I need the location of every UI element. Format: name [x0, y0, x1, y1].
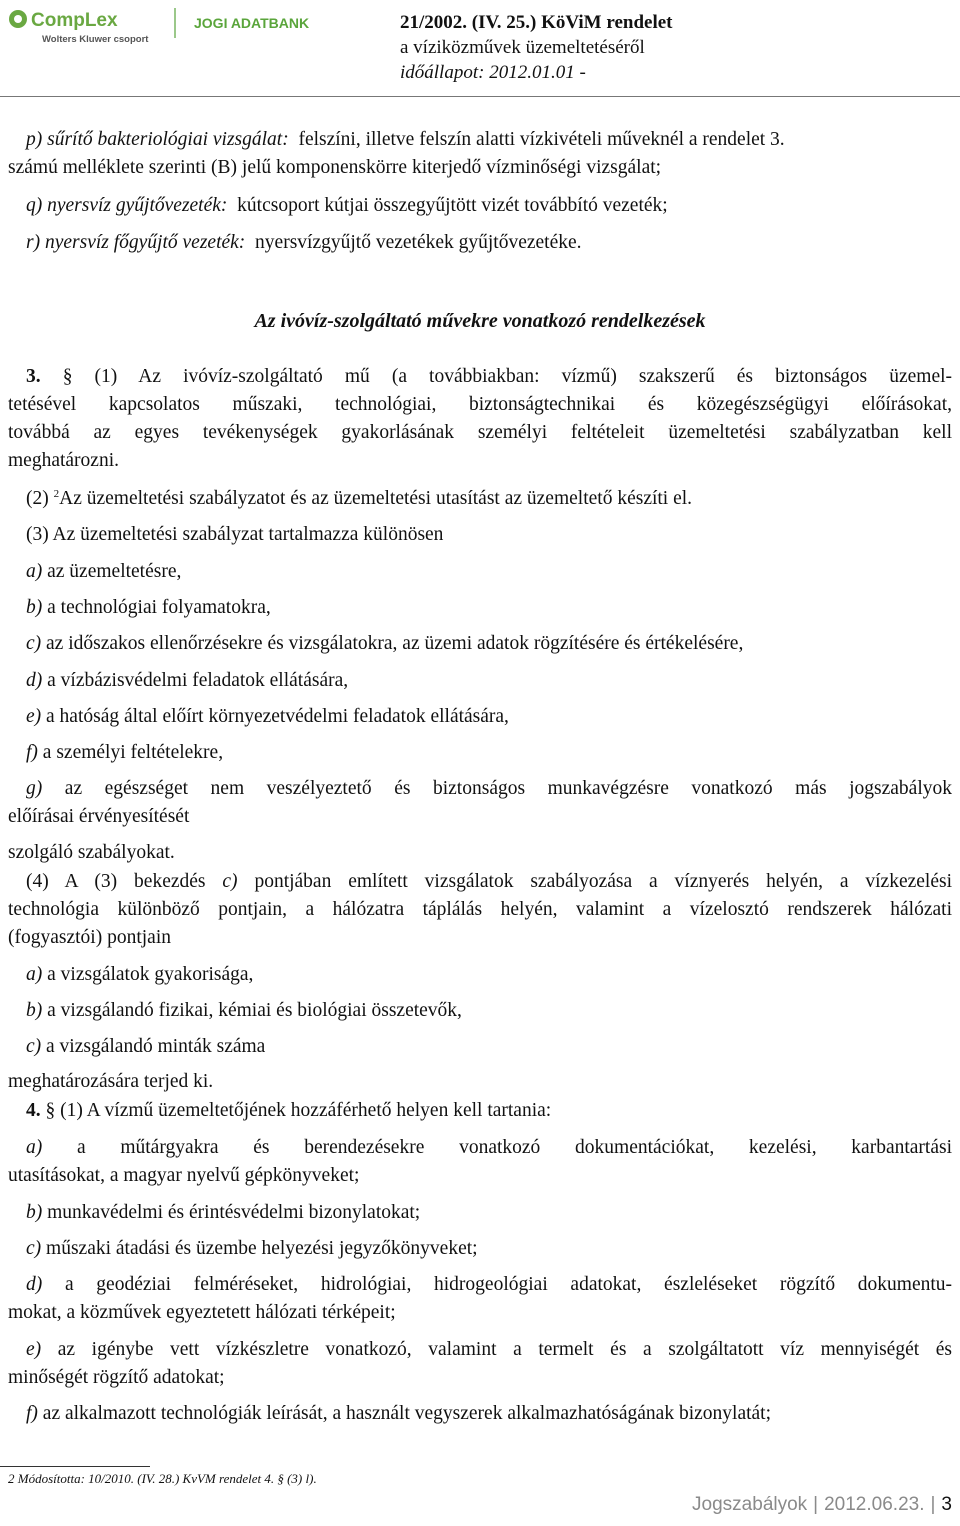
section-3-para-2: (2) $^2$Az üzemeltetési szabályzatot és az üzemeltetési utasítást az üzemeltető készíti el. — [26, 488, 693, 509]
definition-q — [26, 192, 952, 220]
list-item-3a: a) az üzemeltetésre, — [26, 561, 182, 582]
document-header — [400, 10, 920, 85]
definition-q-term: q) nyersvíz gyűjtővezeték: — [26, 195, 228, 216]
jogi-adatbank-logo — [172, 4, 332, 44]
list-item-s4d: d) a geodéziai felméréseket, hidrológiai, hidrogeológiai adatokat, észleléseket rögzítő dokumentu- — [26, 1274, 953, 1295]
list-item-4c: c) a vizsgálandó minták száma — [26, 1036, 266, 1057]
list-item-4b: b) a vizsgálandó fizikai, kémiai és biológiai összetevők, — [26, 1000, 462, 1021]
section-3-line-3: továbbá az egyes tevékenységek gyakorlásának személyi feltételeit üzemeltetési szabályzatban kell — [8, 422, 952, 443]
definition-p — [26, 126, 952, 154]
definition-r — [26, 229, 952, 257]
definition-q-text: kútcsoport kútjai összegyűjtött vizét továbbító vezeték; — [237, 195, 668, 216]
list-item-s4f: f) az alkalmazott technológiák leírását, a használt vegyszerek alkalmazhatóságának bizonylatát; — [26, 1403, 772, 1424]
footer-separator: | — [813, 1494, 819, 1515]
jogi-adatbank-logo-text: JOGI ADATBANK — [194, 15, 310, 31]
section-sign: § — [62, 366, 73, 387]
list-item-s4e-cont: minőségét rögzítő adatokat; — [8, 1367, 225, 1388]
section-3-para-3-end: szolgáló szabályokat. — [8, 842, 175, 863]
footnote-divider — [0, 1466, 150, 1467]
list-item-s4a: a) a műtárgyakra és berendezésekre vonatkozó dokumentációkat, kezelési, karbantartási — [26, 1137, 952, 1158]
list-item-s4d-cont: mokat, a közművek egyeztetett hálózati térképeit; — [8, 1302, 396, 1323]
jogi-adatbank-logo-icon — [172, 4, 332, 44]
section-4-para-1: 4. § (1) A vízmű üzemeltetőjének hozzáférhető helyen kell tartania: — [26, 1100, 552, 1121]
list-item-s4c: c) műszaki átadási és üzembe helyezési jegyzőkönyveket; — [26, 1238, 478, 1259]
section-3-para-4: (4) A (3) bekezdés c) pontjában említett vizsgálatok szabályozása a víznyerés helyén, a vízkezelési — [26, 871, 953, 892]
list-item-3d: d) a vízbázisvédelmi feladatok ellátására, — [26, 670, 349, 691]
document-state: időállapot: 2012.01.01 - — [400, 62, 586, 83]
list-item-s4b: b) munkavédelmi és érintésvédelmi bizonylatokat; — [26, 1202, 421, 1223]
definition-p-text: felszíni, illetve felszín alatti vízkivételi műveknél a rendelet 3. — [298, 129, 785, 150]
complex-logo-name: CompLex — [31, 10, 118, 31]
definition-r-text: nyersvízgyűjtő vezetékek gyűjtővezetéke. — [255, 232, 582, 253]
section-3-para-4-line-2: technológia különböző pontjain, a hálózatra táplálás helyén, valamint a vízelosztó rendszerek hálózati — [8, 899, 952, 920]
definition-p-cont: számú melléklete szerinti (B) jelű komponenskörre kiterjedő vízminőségi vizsgálat; — [8, 157, 662, 178]
header-divider — [0, 96, 960, 97]
list-item-3f: f) a személyi feltételekre, — [26, 742, 224, 763]
complex-logo — [6, 2, 166, 48]
document-title: 21/2002. (IV. 25.) KöViM rendelet — [400, 12, 673, 33]
list-item-s4e: e) az igénybe vett vízkészletre vonatkozó, valamint a termelt és a szolgáltatott víz mennyiségét és — [26, 1339, 953, 1360]
footer-date: 2012.06.23. — [824, 1494, 925, 1515]
document-subtitle: a víziközművek üzemeltetéséről — [400, 37, 645, 58]
list-item-3b: b) a technológiai folyamatokra, — [26, 597, 271, 618]
list-item-s4a-cont: utasításokat, a magyar nyelvű gépkönyveket; — [8, 1165, 360, 1186]
list-item-3c: c) az időszakos ellenőrzésekre és vizsgálatokra, az üzemi adatok rögzítésére és értékelésére, — [26, 633, 744, 654]
list-item-4a: a) a vizsgálatok gyakorisága, — [26, 964, 254, 985]
section-4-number: 4. — [26, 1100, 41, 1121]
section-heading: Az ivóvíz-szolgáltató művekre vonatkozó rendelkezések — [254, 310, 706, 332]
list-item-3e: e) a hatóság által előírt környezetvédelmi feladatok ellátására, — [26, 706, 509, 727]
definition-p-term: p) sűrítő bakteriológiai vizsgálat: — [26, 129, 289, 150]
section-3-line-4: meghatározni. — [8, 450, 119, 471]
section-3-line-2: tetésével kapcsolatos műszaki, technológiai, biztonságtechnikai és közegészségügyi előírásokat, — [8, 394, 952, 415]
section-3-line-1: 3. § (1) Az ivóvíz-szolgáltató mű (a továbbiakban: vízmű) szakszerű és biztonságos üzemel- — [26, 366, 953, 387]
footer-source: Jogszabályok — [692, 1494, 808, 1515]
footer-separator: | — [930, 1494, 936, 1515]
complex-logo-sub: Wolters Kluwer csoport — [42, 34, 149, 45]
section-3-para-4-line-3: (fogyasztói) pontjain — [8, 927, 171, 948]
complex-logo-icon — [6, 2, 166, 48]
definition-r-term: r) nyersvíz főgyűjtő vezeték: — [26, 232, 246, 253]
list-item-3g-cont: előírásai érvényesítését — [8, 806, 190, 827]
footnote-ref[interactable]: 2 — [53, 488, 60, 500]
page-number: 3 — [941, 1494, 952, 1515]
page-footer — [692, 1494, 952, 1516]
list-item-3g: g) az egészséget nem veszélyeztető és biztonságos munkavégzésre vonatkozó más jogszabályok — [26, 778, 953, 799]
section-3-para-3: (3) Az üzemeltetési szabályzat tartalmazza különösen — [26, 524, 444, 545]
section-3-para-4-end: meghatározására terjed ki. — [8, 1071, 214, 1092]
footnote: 2 Módosította: 10/2010. (IV. 28.) KvVM rendelet 4. § (3) l). — [8, 1471, 317, 1486]
section-3-number: 3. — [26, 366, 41, 387]
